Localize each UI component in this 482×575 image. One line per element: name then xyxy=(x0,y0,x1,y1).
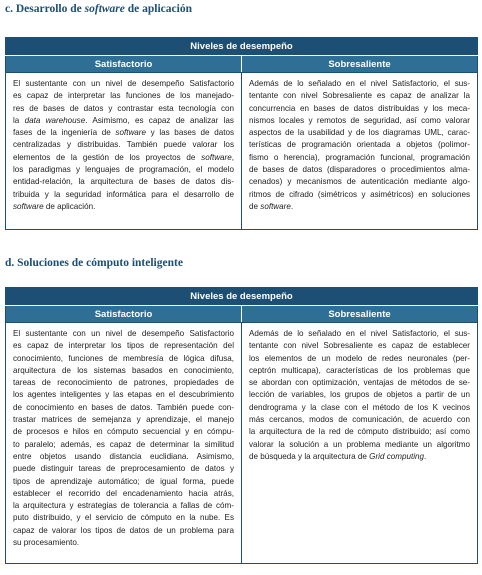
text-line: to paralelo; además, es capaz de determinar la similitud xyxy=(13,439,234,449)
sobresaliente-description xyxy=(242,323,478,564)
satisfactorio-description xyxy=(6,73,242,230)
section-d-title-text: d. Soluciones de cómputo inteligente xyxy=(5,257,183,269)
text-line: trastar matrices de semejanza y aprendizaje, el manejo xyxy=(13,415,234,425)
sobresaliente-header: Sobresaliente xyxy=(242,56,478,73)
text-line: de bases de datos (disparadores o procedimientos alma- xyxy=(249,165,470,175)
text-line: es capaz de interpretar los tipos de representación del xyxy=(13,341,234,351)
text-line: nismos locales y remotos de seguridad, así como valorar xyxy=(249,115,470,125)
text-line: entidad-relación, la arquitectura de bases de datos dis- xyxy=(13,177,234,187)
text-line: de conocimiento en bases de datos. También puede con- xyxy=(13,402,234,412)
text-line: arquitectura de los sistemas basados en conocimiento, xyxy=(13,365,234,375)
text-line: su procesamiento. xyxy=(13,538,80,548)
text-line: los elementos de un modelo de redes neuronales (per- xyxy=(249,353,470,363)
text-line: tentante con nivel Sobresaliente es capaz de establecer xyxy=(249,341,470,351)
text-line: se abordan con optimización, ventajas de métodos de se- xyxy=(249,378,470,388)
performance-levels-header: Niveles de desempeño xyxy=(6,288,478,306)
text-line: más cercanos, modos de comunicación, de acuerdo con xyxy=(249,415,470,425)
satisfactorio-text xyxy=(13,78,234,213)
text-line: ceptrón multicapa), características de los problemas que xyxy=(249,365,470,375)
text-line: dendrograma y la clase con el método de los K vecinos xyxy=(249,402,470,412)
text-line: terísticas de programación orientada a objetos (polimor- xyxy=(249,140,470,150)
text-line: cenados) y mecanismos de autenticación mediante algo- xyxy=(249,177,470,187)
text-line: establecer el recorrido del encadenamiento hacia atrás, xyxy=(13,488,234,498)
text-line: fases de la ingeniería de software y las bases de datos xyxy=(13,128,234,138)
section-c-table xyxy=(5,37,478,230)
text-line: tipos de aprendizaje automático; de igual forma, puede xyxy=(13,476,234,486)
text-line: El sustentante con un nivel de desempeño Satisfactorio xyxy=(13,79,234,88)
text-line: la data warehouse. Asimismo, es capaz de analizar las xyxy=(13,115,234,125)
text-line: de software. xyxy=(249,201,294,211)
text-line: de procesos e hilos en cómputo secuencial y en cómpu- xyxy=(13,427,234,437)
sobresaliente-description xyxy=(242,73,478,230)
text-line: Además de lo señalado en el nivel Satisfactorio, el sus- xyxy=(249,329,470,338)
section-c-title-text: c. Desarrollo de xyxy=(5,3,85,15)
text-line: de búsqueda y la arquitectura de Grid computing. xyxy=(249,451,427,461)
text-line: conocimiento, funciones de membresía de lógica difusa, xyxy=(13,353,234,363)
text-line: puto distribuido, y el servicio de cómputo en la nube. Es xyxy=(13,513,234,523)
sobresaliente-text xyxy=(249,78,470,213)
text-line: la arquitectura de la red de cómputo distribuido; así como xyxy=(249,427,470,437)
text-line: concurrencia en bases de datos distribuidas y los meca- xyxy=(249,103,470,113)
text-line: capaz de valorar los tipos de datos de un problema para xyxy=(13,525,234,535)
text-line: Además de lo señalado en el nivel Satisfactorio, el sus- xyxy=(249,79,470,88)
text-line: res de bases de datos y contrastar esta tecnología con xyxy=(13,103,234,113)
satisfactorio-header: Satisfactorio xyxy=(6,56,242,73)
text-line: entre objetos usando distancia euclidiana. Asimismo, xyxy=(13,451,234,461)
text-line: tentante con nivel Sobresaliente es capaz de analizar la xyxy=(249,91,470,101)
section-d-title xyxy=(5,257,183,269)
section-c-title xyxy=(5,3,192,15)
section-c-title-italic: software xyxy=(84,3,125,15)
text-line: la arquitectura y estrategias de tolerancia a fallas de cóm- xyxy=(13,501,234,511)
text-line: tareas de reconocimiento de patrones, propiedades de xyxy=(13,378,234,388)
text-line: El sustentante con un nivel de desempeño Satisfactorio xyxy=(13,329,234,338)
section-d-table xyxy=(5,287,478,564)
performance-levels-header: Niveles de desempeño xyxy=(6,38,478,56)
text-line: centralizadas y distribuidas. También puede valorar los xyxy=(13,140,234,150)
satisfactorio-header: Satisfactorio xyxy=(6,306,242,323)
text-line: lección de variables, los grupos de objetos a partir de un xyxy=(249,390,470,400)
text-line: fismo o herencia), programación funcional, programación xyxy=(249,152,470,162)
text-line: ritmos de cifrado (simétricos y asimétricos) en soluciones xyxy=(249,189,470,199)
sobresaliente-header: Sobresaliente xyxy=(242,306,478,323)
text-line: tribuida y la seguridad informática para el desarrollo de xyxy=(13,189,234,199)
text-line: elementos de la gestión de los proyectos de software, xyxy=(13,152,234,162)
text-line: los paradigmas y lenguajes de programación, el modelo xyxy=(13,165,234,175)
satisfactorio-description xyxy=(6,323,242,564)
text-line: software de aplicación. xyxy=(13,201,96,211)
text-line: es capaz de interpretar las funciones de los manejado- xyxy=(13,91,234,101)
text-line: aspectos de la usabilidad y de los diagramas UML, carac- xyxy=(249,128,470,138)
sobresaliente-text xyxy=(249,328,470,463)
section-c-title-suffix: de aplicación xyxy=(124,3,192,15)
satisfactorio-text xyxy=(13,328,234,549)
text-line: valorar la solución a un problema mediante un algoritmo xyxy=(249,439,470,449)
text-line: puede distinguir tareas de preprocesamiento de datos y xyxy=(13,464,234,474)
text-line: los agentes inteligentes y las etapas en el descubrimiento xyxy=(13,390,234,400)
